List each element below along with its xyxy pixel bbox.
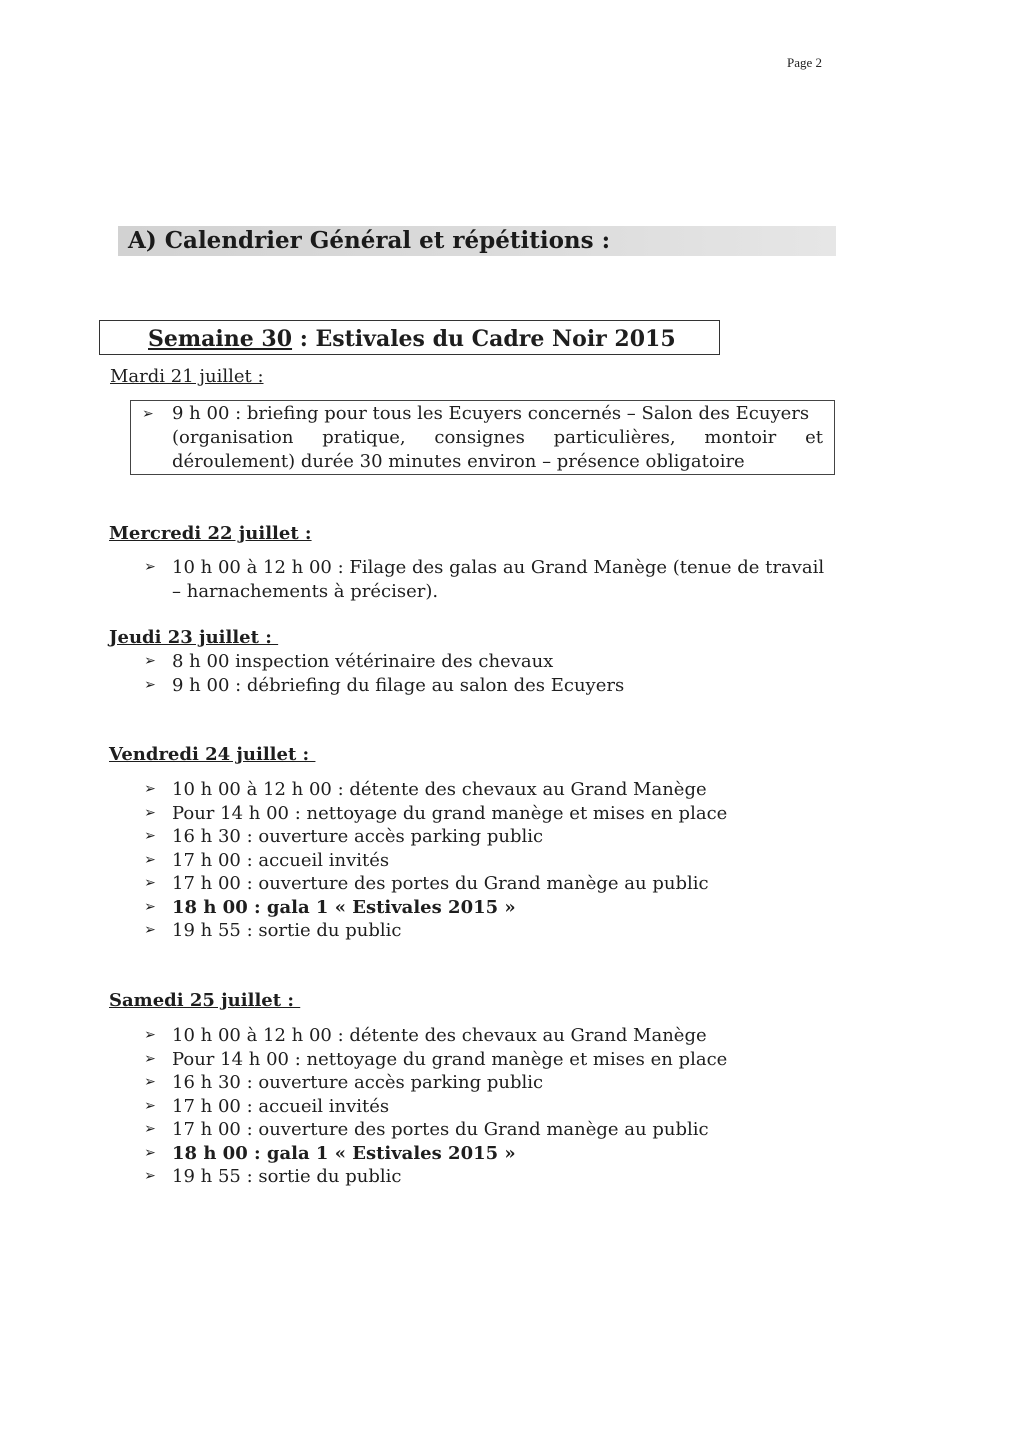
day-heading-jeudi: Jeudi 23 juillet :	[109, 627, 279, 648]
arrow-bullet-icon: ➢	[144, 559, 156, 575]
arrow-bullet-icon: ➢	[144, 828, 156, 844]
arrow-bullet-icon: ➢	[144, 851, 156, 868]
list-item-text: 17 h 00 : ouverture des portes du Grand manège au public	[172, 873, 709, 894]
week-title: : Estivales du Cadre Noir 2015	[292, 326, 676, 352]
list-item-text: 17 h 00 : accueil invités	[172, 1095, 390, 1117]
day-heading-mercredi: Mercredi 22 juillet :	[109, 523, 312, 544]
list-item-highlight	[142, 896, 727, 920]
list-item	[142, 849, 727, 873]
arrow-bullet-icon: ➢	[144, 922, 156, 938]
list-item-text-cont: – harnachements à préciser).	[172, 580, 439, 602]
list-item-text: 16 h 30 : ouverture accès parking public	[172, 826, 544, 847]
section-title: A) Calendrier Général et répétitions :	[118, 226, 836, 256]
list-item-text: Pour 14 h 00 : nettoyage du grand manège et mises en place	[172, 802, 728, 824]
list-item	[142, 872, 727, 896]
list-item-text: 10 h 00 à 12 h 00 : détente des chevaux au Grand Manège	[172, 1025, 707, 1046]
arrow-bullet-icon: ➢	[144, 875, 156, 891]
arrow-bullet-icon: ➢	[144, 1168, 156, 1184]
arrow-bullet-icon: ➢	[142, 406, 154, 422]
briefing-word: montoir	[704, 427, 777, 448]
arrow-bullet-icon: ➢	[144, 1097, 156, 1114]
list-item	[142, 556, 824, 603]
briefing-word: consignes	[434, 427, 525, 448]
list-item	[142, 919, 727, 943]
list-item	[142, 1118, 727, 1142]
briefing-word: pratique,	[322, 427, 406, 448]
briefing-line-3: déroulement) durée 30 minutes environ – présence obligatoire	[172, 451, 745, 472]
list-item-text: 19 h 55 : sortie du public	[172, 1166, 402, 1187]
list-item	[142, 1095, 727, 1119]
arrow-bullet-icon: ➢	[144, 804, 156, 821]
arrow-bullet-icon: ➢	[144, 1074, 156, 1090]
arrow-bullet-icon: ➢	[144, 676, 156, 693]
list-item-text: 18 h 00 : gala 1 « Estivales 2015 »	[172, 896, 516, 918]
briefing-line-1	[142, 402, 823, 426]
mercredi-list	[142, 556, 824, 603]
briefing-word: et	[805, 427, 823, 448]
week-label: Semaine 30	[148, 326, 293, 352]
arrow-bullet-icon: ➢	[144, 781, 156, 797]
page-number: Page 2	[787, 55, 823, 70]
list-item-text: Pour 14 h 00 : nettoyage du grand manège et mises en place	[172, 1048, 728, 1070]
list-item	[142, 778, 727, 802]
list-item-text: 17 h 00 : ouverture des portes du Grand manège au public	[172, 1119, 709, 1140]
samedi-list	[142, 1024, 727, 1189]
list-item	[142, 1024, 727, 1048]
briefing-box	[130, 400, 835, 475]
list-item-text: 16 h 30 : ouverture accès parking public	[172, 1072, 544, 1093]
list-item	[142, 1048, 727, 1072]
list-item-text: 10 h 00 à 12 h 00 : détente des chevaux au Grand Manège	[172, 779, 707, 800]
list-item-text: 9 h 00 : débriefing du filage au salon des Ecuyers	[172, 674, 625, 696]
list-item	[142, 650, 624, 674]
list-item	[142, 802, 727, 826]
arrow-bullet-icon: ➢	[144, 1050, 156, 1067]
arrow-bullet-icon: ➢	[144, 1027, 156, 1043]
week-title-box	[99, 320, 720, 355]
list-item-highlight	[142, 1142, 727, 1166]
arrow-bullet-icon: ➢	[144, 1144, 156, 1161]
list-item-text: 19 h 55 : sortie du public	[172, 920, 402, 941]
list-item-text: 8 h 00 inspection vétérinaire des chevaux	[172, 651, 554, 672]
list-item	[142, 1071, 727, 1095]
list-item	[142, 674, 624, 698]
list-item-text: 18 h 00 : gala 1 « Estivales 2015 »	[172, 1142, 516, 1164]
briefing-word: (organisation	[172, 427, 294, 448]
day-heading-mardi: Mardi 21 juillet :	[110, 366, 264, 387]
briefing-line-2	[142, 426, 823, 450]
list-item-text: 17 h 00 : accueil invités	[172, 849, 390, 871]
arrow-bullet-icon: ➢	[144, 1121, 156, 1137]
arrow-bullet-icon: ➢	[144, 653, 156, 669]
list-item	[142, 1165, 727, 1189]
briefing-text-1: 9 h 00 : briefing pour tous les Ecuyers concernés – Salon des Ecuyers	[172, 403, 810, 424]
briefing-word: particulières,	[553, 427, 676, 448]
day-heading-vendredi: Vendredi 24 juillet :	[109, 744, 316, 765]
jeudi-list	[142, 650, 624, 697]
list-item	[142, 825, 727, 849]
vendredi-list	[142, 778, 727, 943]
day-heading-samedi: Samedi 25 juillet :	[109, 990, 301, 1011]
arrow-bullet-icon: ➢	[144, 898, 156, 915]
list-item-text: 10 h 00 à 12 h 00 : Filage des galas au Grand Manège (tenue de travail	[172, 557, 825, 578]
